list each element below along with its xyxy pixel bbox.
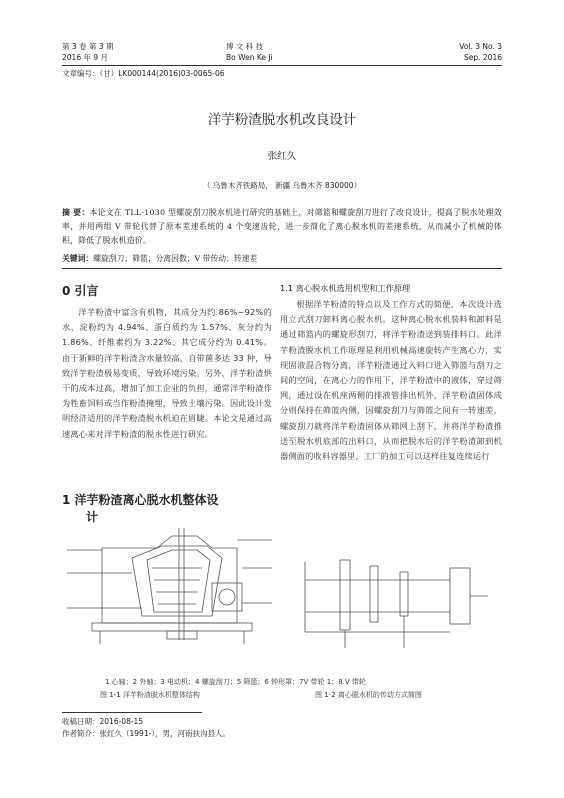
section-1-heading-line1: 1 洋芋粉渣离心脱水机整体设 [62, 493, 219, 507]
section-1-1-heading: 1.1 离心脱水机选用机型和工作原理 [280, 283, 411, 293]
section-0-body [62, 305, 272, 442]
journal-date: 2016 年 9 月 [62, 53, 109, 62]
received-date: 收稿日期：2016-08-15 [62, 717, 144, 726]
figure-legend: 1 心轴；2 外轴；3 电动机；4 螺旋刮刀；5 筛篮；6 钟形罩；7V 带轮 1；8.V 带轮 [105, 678, 366, 686]
header-rule [62, 65, 502, 66]
keywords-label: 关键词： [62, 254, 94, 263]
section-0-heading: 0 引言 [62, 284, 99, 298]
figure-centrifuge-structure [62, 528, 282, 648]
section-1-heading [62, 492, 277, 526]
author-affiliation: （ 乌鲁木齐铁路局， 新疆 乌鲁木齐 830000） [202, 181, 362, 190]
journal-name: 博 文 科 技 [226, 42, 264, 51]
paper-title: 洋芋粉渣脱水机改良设计 [207, 112, 357, 128]
paper-author: 张红久 [267, 151, 297, 162]
figure-1-1-caption: 图 1-1 洋芋粉渣脱水机整体结构 [100, 691, 200, 699]
figure-transmission-schematic [300, 552, 490, 652]
abstract-rule [62, 268, 502, 269]
abstract-label: 摘 要： [62, 208, 90, 217]
journal-volume-en: Vol. 3 No. 3 [459, 42, 502, 51]
article-number: 文章编号：（甘）LK000144(2016)03-0065-06 [62, 69, 225, 78]
abstract [62, 206, 502, 248]
section-1-1-body [280, 297, 502, 464]
author-bio: 作者简介：张红久（1991-），男，河南扶沟县人。 [62, 729, 231, 738]
section-1-1-paragraph: 根据洋芋粉渣的特点以及工作方式的简便，本次设计选用立式刮刀卸料离心脱水机。这种离心脱水机装料和卸料是通过筛篮内的螺旋形刮刀，将洋芋粉渣送到装排料口。此洋芋粉渣脱水机工作原理是利用机械高速旋转产生离心力，实现固液混合物分离，洋芋粉渣通过入料口进入筛篮与刮刀之间的空间，在离心力的作用下，洋芋粉渣中的液体，穿过筛网，通过设在机座两侧的排液管排出机外，洋芋粉渣固体成分则保持在筛篮内侧，因螺旋刮刀与筛篮之间有一转速差，螺旋刮刀就将洋芋粉渣固体从筛网上刮下，并将洋芋粉渣推送至脱水机底部的出料口，从而把脱水后的洋芋粉渣卸到机器侧面的收料容器里，工厂的加工可以这样往复连续运行 [280, 299, 502, 462]
section-1-heading-line2: 计 [86, 510, 99, 524]
keywords [62, 252, 502, 266]
journal-volume: 第 3 卷 第 3 期 [62, 42, 114, 51]
journal-name-pinyin: Bo Wen Ke Ji [226, 53, 273, 62]
footnote-rule [62, 712, 202, 713]
figure-1-2-caption: 图 1-2 离心脱水机的传动方式简图 [315, 691, 422, 699]
section-0-paragraph: 洋芋粉渣中富含有机物，其成分为约 86%~92%的水、淀粉约为 4.94%、蛋白质约为 1.57%、灰分约为 1.86%、纤维素约为 3.22%、其它成分约为 0.41%。由于新鲜的洋芋粉渣含水量较高，自带菌多达 33 种，导致洋芋粉渣极易变质，导致环境污染。另外，洋芋粉渣烘干的成本过高，增加了加工企业的负担，通常洋芋粉渣作为牲畜饲料或当作粉渣掩埋，导致土壤污染。因此设计发明经济适用的洋芋粉渣脱水机迫在眉睫。本论文是通过高速离心来对洋芋粉渣的脱水性进行研究。 [62, 307, 272, 439]
journal-date-en: Sep. 2016 [464, 53, 502, 62]
abstract-text: 本论文在 TLL-1030 型螺旋刮刀脱水机进行研究的基础上，对筛篮和螺旋刮刀进行了改良设计，提高了脱水处理效率，并用两组 V 带轮代替了原本差速系统的 4 个变速齿轮，进一步简化了离心脱水机的差速系统，从而减小了机械的体积，降低了脱水机造价。 [62, 208, 502, 245]
keywords-text: 螺旋刮刀；筛篮；分离因数；V 带传动；转速差 [93, 254, 258, 263]
